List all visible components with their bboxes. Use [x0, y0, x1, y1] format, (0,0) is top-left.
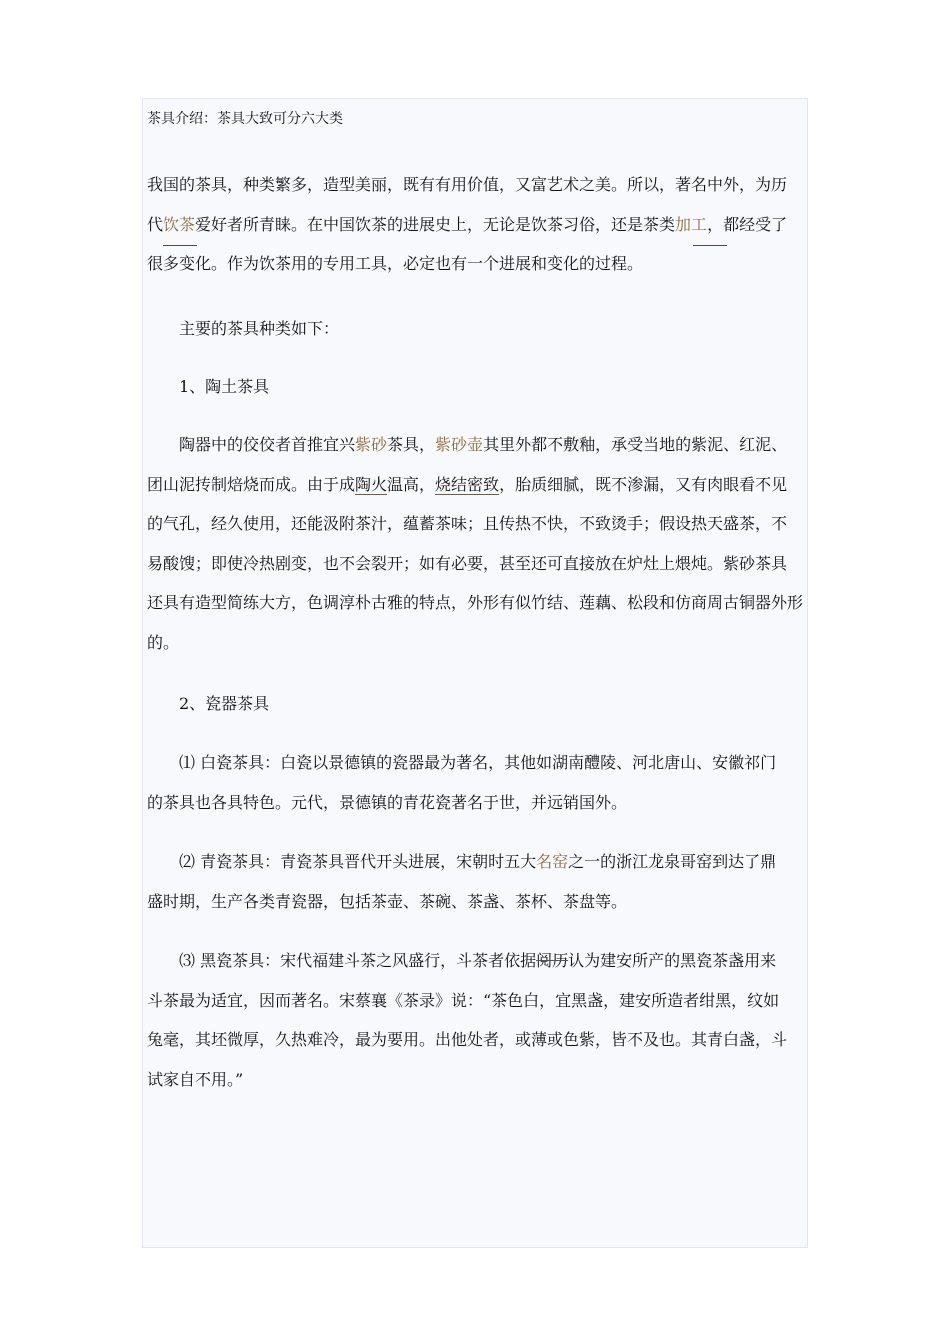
section1-line-1	[147, 425, 803, 465]
section1-line-5: 还具有造型简练大方，色调淳朴古雅的特点，外形有似竹结、莲藕、松段和仿商周古铜器外形	[147, 593, 804, 612]
link-shaojiemizhi[interactable]: 烧结密致	[435, 474, 500, 494]
text-span: 认为建安所产的黑瓷茶盏用来	[568, 951, 777, 970]
section1-line-6: 的。	[147, 632, 180, 652]
black-line-2: 斗茶最为适宜，因而著名。宋蔡襄《茶录》说：“茶色白，宜黑盏，建安所造者绀黑，纹如	[147, 990, 780, 1010]
text-span: 爱好者所青睐。在中国饮茶的进展史上，无论是饮茶习俗，还是茶类	[195, 214, 676, 234]
black-line-4: 试家自不用。”	[147, 1069, 244, 1089]
link-zishahu[interactable]: 紫砂壶	[435, 435, 484, 454]
text-span: ⑶ 黑瓷茶具：宋代福建斗茶之风盛行，斗茶者依据	[179, 951, 537, 970]
intro-line-1: 我国的茶具，种类繁多，造型美丽，既有有用价值，又富艺术之美。所以，著名中外，为历	[147, 175, 788, 194]
page-title: 茶具介绍：茶具大致可分六大类	[147, 111, 343, 127]
link-zisha[interactable]: 紫砂	[355, 435, 388, 454]
white-porcelain-paragraph	[147, 743, 803, 822]
main-types-line: 主要的茶具种类如下：	[179, 319, 340, 338]
white-line-1: ⑴ 白瓷茶具：白瓷以景德镇的瓷器最为著名，其他如湖南醴陵、河北唐山、安徽祁门	[179, 753, 777, 772]
section1-line-2	[147, 465, 803, 505]
document-page	[142, 98, 808, 1248]
intro-paragraph	[147, 165, 803, 284]
white-line-2: 的茶具也各具特色。元代，景德镇的青花瓷著名于世，并远销国外。	[147, 792, 628, 812]
black-line-3: 兔毫，其坯微厚，久热难冷，最为要用。出他处者，或薄或色紫，皆不及也。其青白盏，斗	[147, 1030, 788, 1049]
text-span: 代	[147, 214, 164, 234]
text-span: 茶具，	[387, 435, 436, 454]
text-span: 其里外都不敷釉，承受当地的紫泥、红泥、	[483, 435, 788, 454]
text-span: 团山泥抟制焙烧而成。由于成	[147, 474, 356, 494]
link-mingyao[interactable]: 名窑	[536, 852, 569, 871]
section2-heading: 2、瓷器茶具	[179, 694, 270, 713]
text-span: ，胎质细腻，既不渗漏，又有肉眼看不见	[499, 474, 788, 494]
text-span: ，都经受了	[707, 214, 788, 234]
section1-line-4: 易酸馊；即使冷热剧变，也不会裂开；如有必要，甚至还可直接放在炉灶上煨炖。紫砂茶具	[147, 553, 788, 573]
intro-line-3: 很多变化。作为饮茶用的专用工具，必定也有一个进展和变化的过程。	[147, 254, 644, 273]
intro-line-2	[147, 205, 803, 245]
link-jiagong[interactable]: 加工	[675, 214, 708, 234]
link-yincha[interactable]: 饮茶	[163, 214, 196, 234]
link-underline	[693, 245, 727, 246]
celadon-paragraph	[147, 842, 803, 921]
link-underline	[163, 245, 197, 246]
section1-line-3: 的气孔，经久使用，还能汲附茶汁，蕴蓄茶味；且传热不快，不致烫手；假设热天盛茶，不	[147, 514, 788, 533]
black-line-1	[147, 941, 803, 981]
text-span: ⑵ 青瓷茶具：青瓷茶具晋代开头进展，宋朝时五大	[179, 852, 537, 871]
text-span: 之一的浙江龙泉哥窑到达了鼎	[568, 852, 777, 871]
text-span: 温高，	[387, 474, 436, 494]
celadon-line-1	[147, 842, 803, 882]
link-yueli[interactable]: 阅历	[536, 951, 569, 970]
text-span: 陶器中的佼佼者首推宜兴	[179, 435, 356, 454]
section1-paragraph	[147, 425, 803, 662]
black-porcelain-paragraph	[147, 941, 803, 1099]
section1-heading: 1、陶土茶具	[179, 377, 270, 396]
celadon-line-2: 盛时期，生产各类青瓷器，包括茶壶、茶碗、茶盏、茶杯、茶盘等。	[147, 891, 628, 911]
link-taohuo[interactable]: 陶火	[355, 474, 388, 494]
